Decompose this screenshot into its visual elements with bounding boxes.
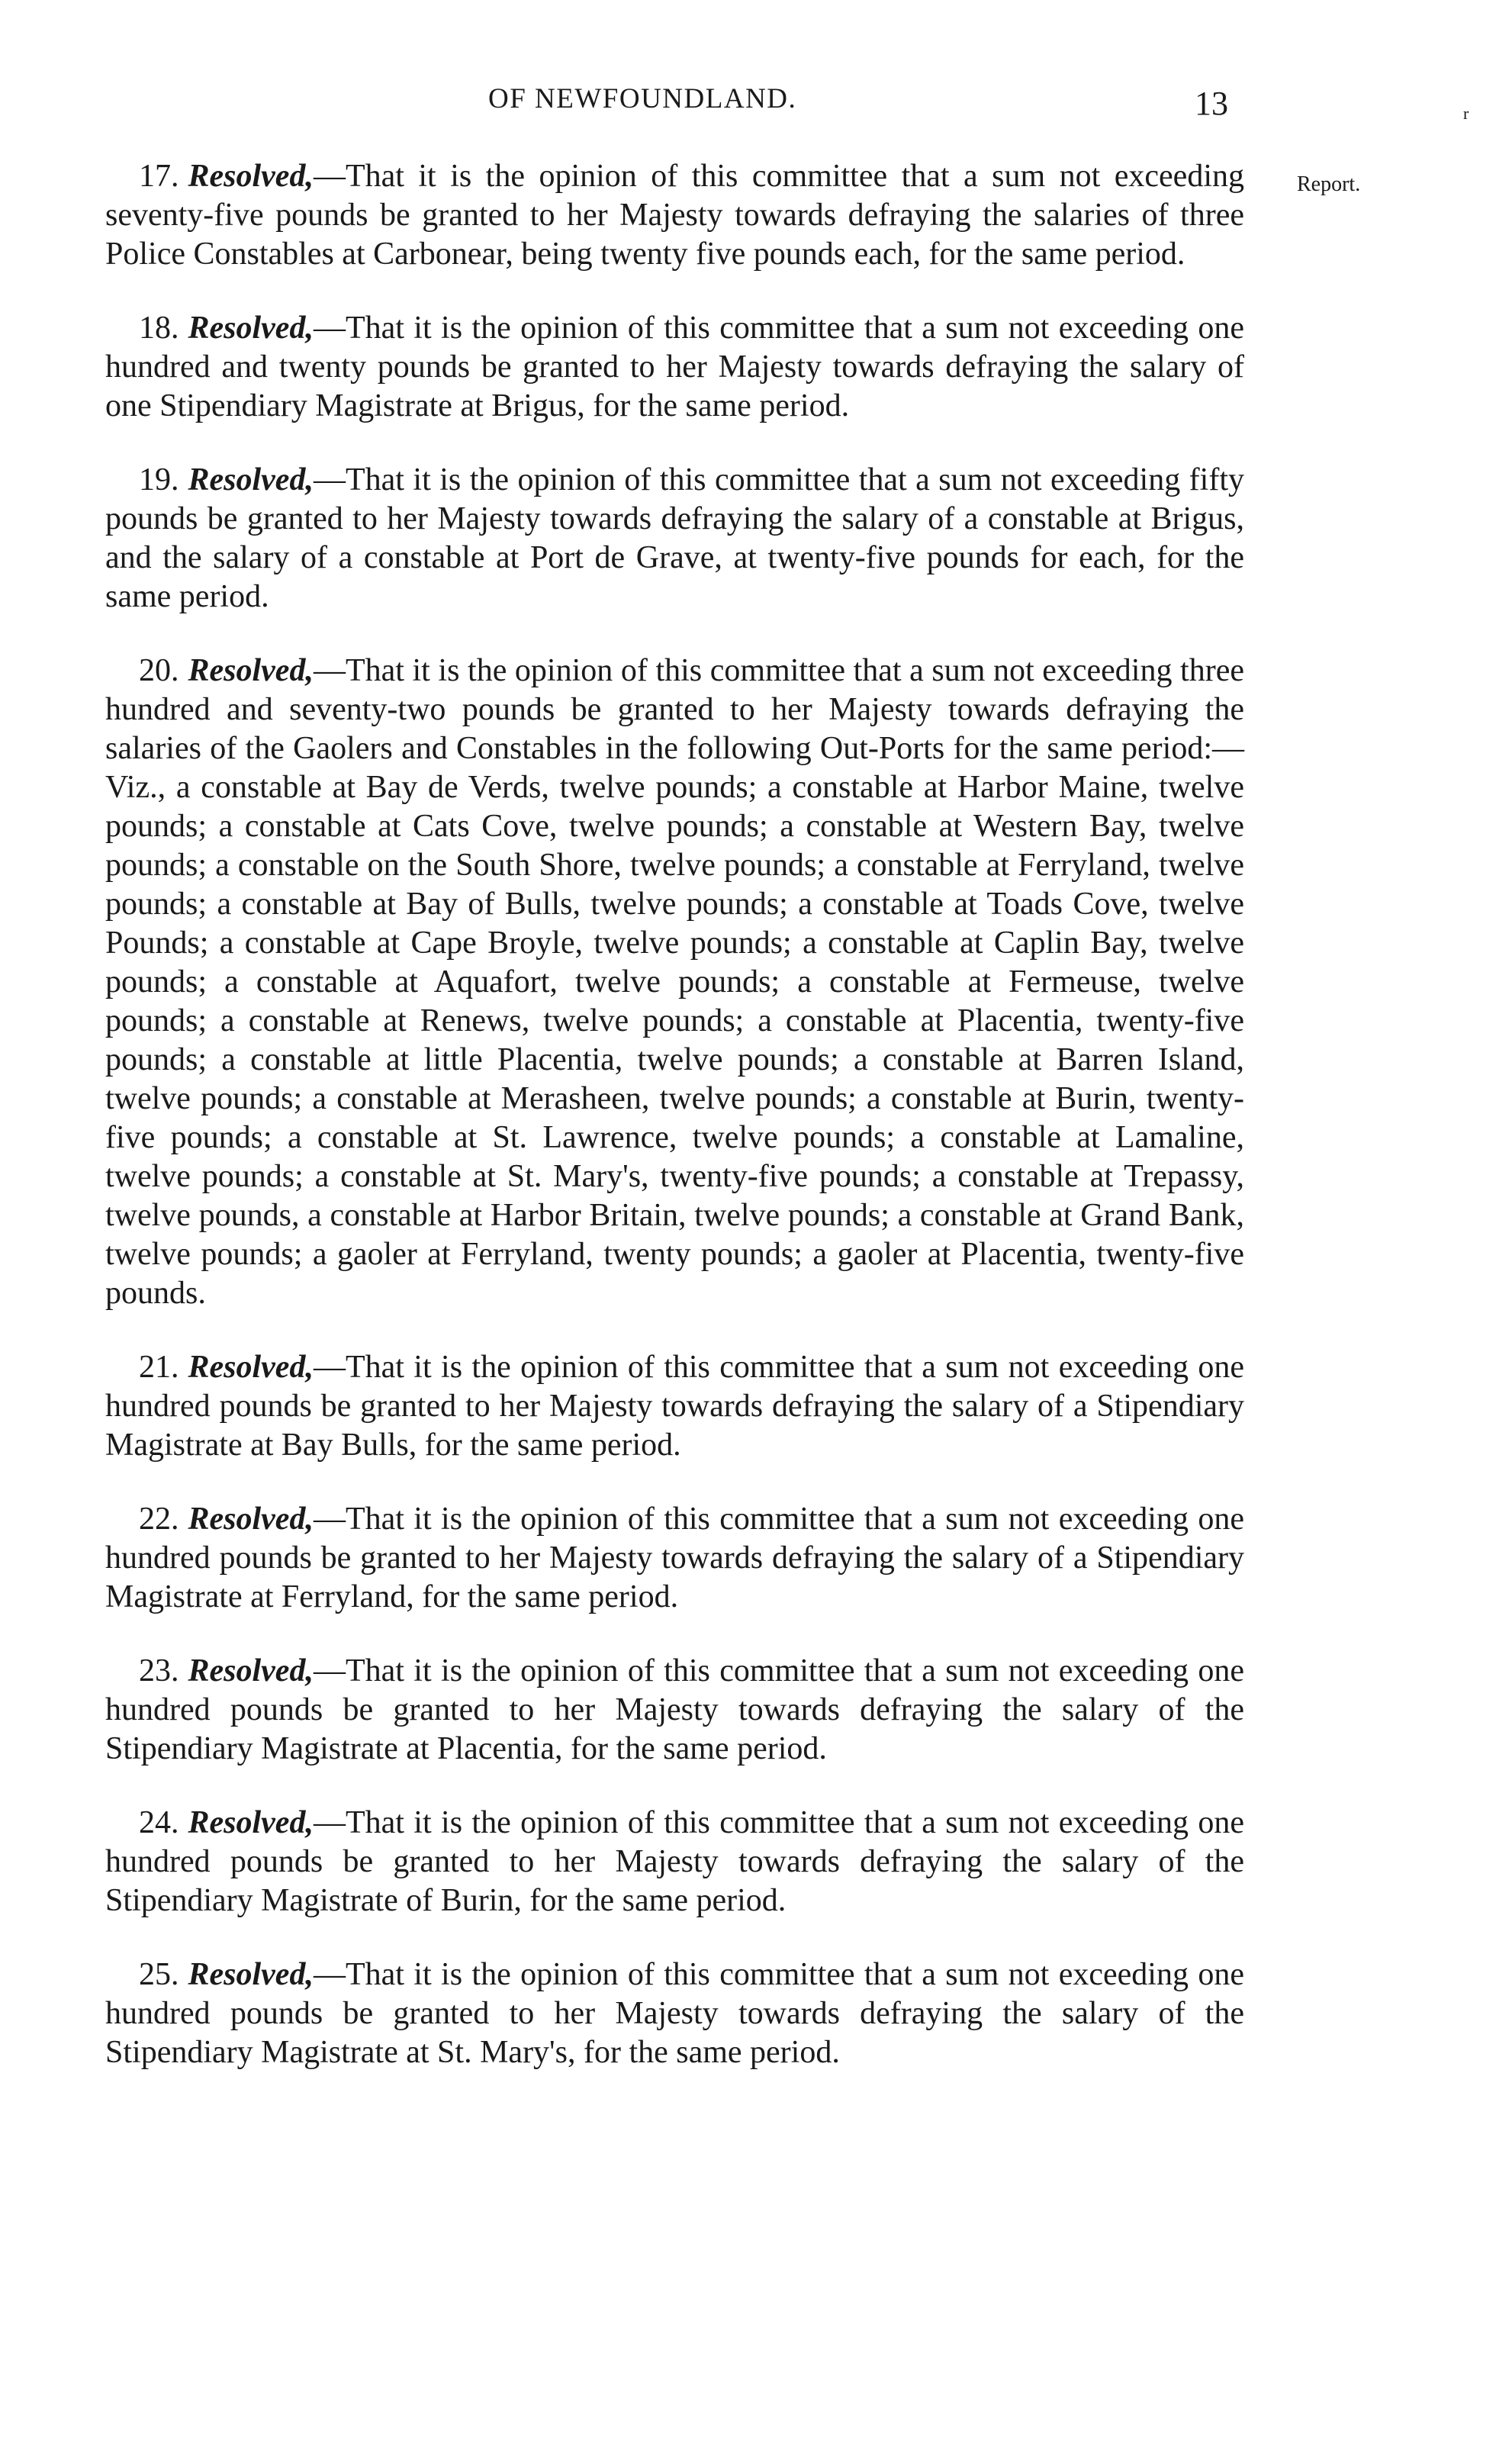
page-header: [0, 82, 1512, 128]
resolution-number: 24.: [139, 1805, 179, 1840]
resolution-17: [105, 157, 1244, 274]
resolution-text: —That it is the opinion of this committee that a sum not exceeding one hundred pounds be granted to her Majesty towards defraying the salary of a Stipendiary Magistrate at Ferryland, for the same period.: [105, 1502, 1244, 1614]
resolution-text: —That it is the opinion of this committee that a sum not exceeding seventy-five pounds be granted to her Majesty towards defraying the salaries of three Police Constables at Carbonear, being twenty five pounds each, for the same period.: [105, 159, 1244, 272]
resolution-22: [105, 1500, 1244, 1617]
resolution-text: —That it is the opinion of this committee that a sum not exceeding one hundred pounds be granted to her Majesty towards defraying the salary of a Stipendiary Magistrate at Bay Bulls, for the same period.: [105, 1350, 1244, 1463]
resolution-19: [105, 461, 1244, 616]
resolution-number: 21.: [139, 1350, 179, 1385]
resolved-label: Resolved,: [188, 159, 314, 194]
resolutions-body: [105, 157, 1244, 2107]
resolution-23: [105, 1652, 1244, 1769]
resolution-18: [105, 309, 1244, 426]
resolution-text: —That it is the opinion of this committee that a sum not exceeding one hundred pounds be granted to her Majesty towards defraying the salary of the Stipendiary Magistrate at St. Mary's, for the same period.: [105, 1957, 1244, 2070]
resolution-number: 19.: [139, 462, 179, 497]
resolved-label: Resolved,: [188, 1653, 314, 1688]
resolution-text: —That it is the opinion of this committee that a sum not exceeding one hundred and twenty pounds be granted to her Majesty towards defraying the salary of one Stipendiary Magistrate at Brigus, for the same period.: [105, 311, 1244, 423]
resolved-label: Resolved,: [188, 1350, 314, 1385]
resolution-text: —That it is the opinion of this committee that a sum not exceeding one hundred pounds be granted to her Majesty towards defraying the salary of the Stipendiary Magistrate of Burin, for the same period.: [105, 1805, 1244, 1918]
resolution-number: 17.: [139, 159, 179, 194]
resolution-25: [105, 1956, 1244, 2072]
running-head: OF NEWFOUNDLAND.: [488, 83, 797, 114]
resolution-21: [105, 1348, 1244, 1465]
resolution-20: [105, 652, 1244, 1313]
resolved-label: Resolved,: [188, 653, 314, 688]
page-number: 13: [1195, 85, 1228, 122]
resolved-label: Resolved,: [188, 1957, 314, 1992]
resolution-text: —That it is the opinion of this committee that a sum not exceeding fifty pounds be granted to her Majesty towards defraying the salary of a constable at Brigus, and the salary of a constable at Port de Grave, at twenty-five pounds for each, for the same period.: [105, 462, 1244, 614]
resolution-number: 18.: [139, 311, 179, 346]
resolution-number: 20.: [139, 653, 179, 688]
resolution-24: [105, 1804, 1244, 1920]
resolved-label: Resolved,: [188, 311, 314, 346]
resolution-text: —That it is the opinion of this committee that a sum not exceeding three hundred and seventy-two pounds be granted to her Majesty towards defraying the salaries of the Gaolers and Constables in the following Out-Ports for the same period:—Viz., a constable at Bay de Verds, twelve pounds; a constable at Harbor Maine, twelve pounds; a constable at Cats Cove, twelve pounds; a constable at Western Bay, twelve pounds; a constable on the South Shore, twelve pounds; a constable at Ferryland, twelve pounds; a constable at Bay of Bulls, twelve pounds; a constable at Toads Cove, twelve Pounds; a constable at Cape Broyle, twelve pounds; a constable at Caplin Bay, twelve pounds; a constable at Aquafort, twelve pounds; a constable at Fermeuse, twelve pounds; a constable at Renews, twelve pounds; a constable at Placentia, twenty-five pounds; a constable at little Placentia, twelve pounds; a constable at Barren Island, twelve pounds; a constable at Merasheen, twelve pounds; a constable at Burin, twenty-five pounds; a constable at St. Lawrence, twelve pounds; a constable at Lamaline, twelve pounds; a constable at St. Mary's, twenty-five pounds; a constable at Trepassy, twelve pounds, a constable at Harbor Britain, twelve pounds; a constable at Grand Bank, twelve pounds; a gaoler at Ferryland, twenty pounds; a gaoler at Placentia, twenty-five pounds.: [105, 653, 1244, 1311]
resolution-number: 23.: [139, 1653, 179, 1688]
margin-note-report: Report.: [1297, 172, 1361, 196]
resolved-label: Resolved,: [188, 1502, 314, 1537]
corner-mark: r: [1463, 104, 1469, 123]
resolved-label: Resolved,: [188, 462, 314, 497]
resolution-number: 25.: [139, 1957, 179, 1992]
resolution-number: 22.: [139, 1502, 179, 1537]
resolution-text: —That it is the opinion of this committee that a sum not exceeding one hundred pounds be granted to her Majesty towards defraying the salary of the Stipendiary Magistrate at Placentia, for the same period.: [105, 1653, 1244, 1766]
resolved-label: Resolved,: [188, 1805, 314, 1840]
